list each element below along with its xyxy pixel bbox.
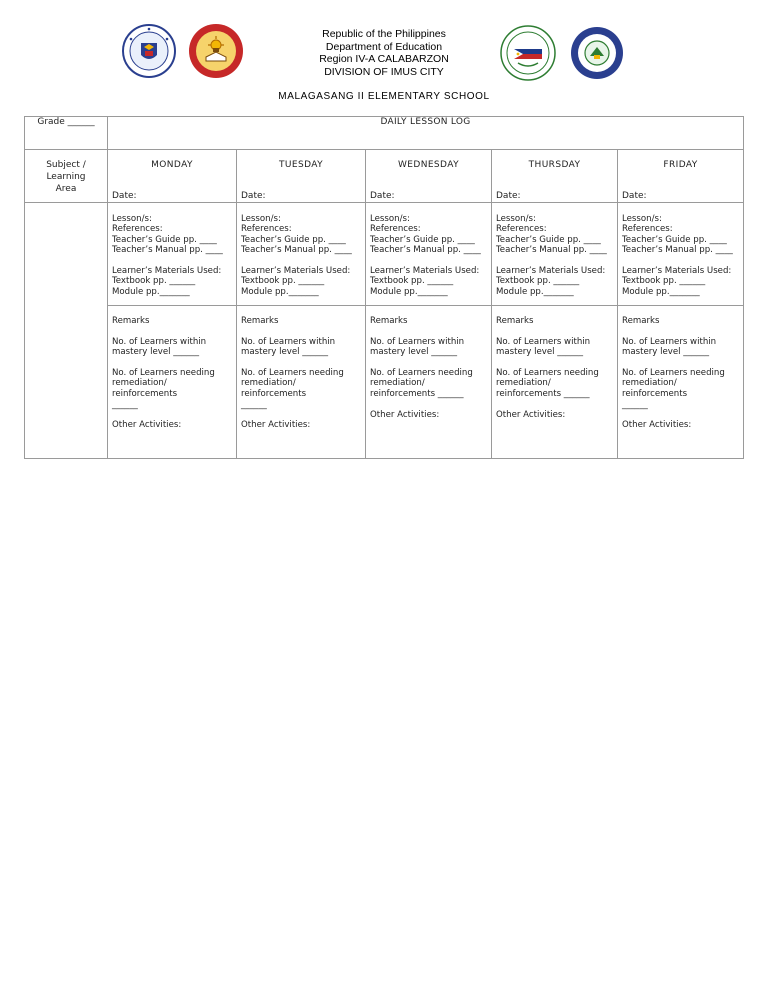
needing-line: reinforcements ______ xyxy=(496,388,590,399)
other-activities-label: Other Activities: xyxy=(241,420,311,431)
remarks-label: Remarks xyxy=(496,316,534,326)
lessons-label: Lesson/s: xyxy=(496,214,536,224)
teachers-manual-field: Teacher’s Manual pp. ____ xyxy=(370,245,481,256)
remarks-label: Remarks xyxy=(112,316,150,326)
lessons-label: Lesson/s: xyxy=(241,214,281,224)
mastery-line: No. of Learners within xyxy=(112,336,207,347)
lessons-label: Lesson/s: xyxy=(622,214,662,224)
teachers-guide-field: Teacher’s Guide pp. ____ xyxy=(112,234,217,245)
remarks-cell-friday[interactable] xyxy=(618,306,744,459)
table-row xyxy=(25,306,744,459)
references-label: References: xyxy=(622,224,673,235)
needing-line: remediation/ reinforcements xyxy=(622,378,688,399)
teachers-guide-field: Teacher’s Guide pp. ____ xyxy=(241,234,346,245)
mastery-line: mastery level ______ xyxy=(622,347,710,358)
needing-line: ______ xyxy=(241,399,267,410)
teachers-manual-field: Teacher’s Manual pp. ____ xyxy=(496,245,607,256)
references-label: References: xyxy=(241,224,292,235)
learners-materials-label: Learner’s Materials Used: xyxy=(241,266,351,277)
remarks-label: Remarks xyxy=(241,316,279,326)
textbook-field: Textbook pp. ______ xyxy=(496,276,580,287)
needing-line: No. of Learners needing xyxy=(370,367,473,378)
needing-line: remediation/ reinforcements xyxy=(112,378,178,399)
references-label: References: xyxy=(496,224,547,235)
lesson-cell-monday[interactable] xyxy=(108,203,237,306)
header-region: Region IV-A CALABARZON xyxy=(319,53,449,65)
mastery-line: No. of Learners within xyxy=(370,336,465,347)
needing-line: remediation/ reinforcements xyxy=(241,378,307,399)
mastery-line: mastery level ______ xyxy=(370,347,458,358)
mastery-line: No. of Learners within xyxy=(496,336,591,347)
day-header-friday xyxy=(618,150,744,203)
lesson-cell-thursday[interactable] xyxy=(492,203,618,306)
lessons-label: Lesson/s: xyxy=(370,214,410,224)
subject-learning-area-label: Subject / Learning Area xyxy=(25,150,108,203)
module-field: Module pp._______ xyxy=(370,286,448,297)
day-name: WEDNESDAY xyxy=(398,160,459,170)
day-header-monday xyxy=(108,150,237,203)
day-header-wednesday xyxy=(366,150,492,203)
teachers-guide-field: Teacher’s Guide pp. ____ xyxy=(622,234,727,245)
school-name: MALAGASANG II ELEMENTARY SCHOOL xyxy=(278,91,490,102)
lessons-label: Lesson/s: xyxy=(112,214,152,224)
needing-line: No. of Learners needing xyxy=(496,367,599,378)
mastery-line: mastery level ______ xyxy=(496,347,584,358)
table-row xyxy=(25,203,744,306)
day-header-tuesday xyxy=(237,150,366,203)
daily-lesson-log-table xyxy=(24,116,744,459)
table-row xyxy=(25,150,744,203)
textbook-field: Textbook pp. ______ xyxy=(622,276,706,287)
other-activities-label: Other Activities: xyxy=(112,420,182,431)
mastery-line: mastery level ______ xyxy=(112,347,200,358)
needing-line: reinforcements ______ xyxy=(370,388,464,399)
needing-line: remediation/ xyxy=(370,378,425,389)
textbook-field: Textbook pp. ______ xyxy=(370,276,454,287)
teachers-manual-field: Teacher’s Manual pp. ____ xyxy=(241,245,352,256)
date-field[interactable]: Date: xyxy=(241,191,266,201)
needing-line: ______ xyxy=(622,399,648,410)
module-field: Module pp._______ xyxy=(496,286,574,297)
module-field: Module pp._______ xyxy=(622,286,700,297)
table-title: DAILY LESSON LOG xyxy=(108,117,744,150)
mastery-line: mastery level ______ xyxy=(241,347,329,358)
header-republic: Republic of the Philippines xyxy=(322,28,446,40)
learners-materials-label: Learner’s Materials Used: xyxy=(370,266,480,277)
lesson-cell-tuesday[interactable] xyxy=(237,203,366,306)
references-label: References: xyxy=(370,224,421,235)
other-activities-label: Other Activities: xyxy=(496,409,566,420)
remarks-cell-thursday[interactable] xyxy=(492,306,618,459)
grade-field[interactable]: Grade ______ xyxy=(25,117,108,150)
needing-line: No. of Learners needing xyxy=(112,367,215,378)
mastery-line: No. of Learners within xyxy=(622,336,717,347)
teachers-manual-field: Teacher’s Manual pp. ____ xyxy=(112,245,223,256)
other-activities-label: Other Activities: xyxy=(370,409,440,420)
needing-line: No. of Learners needing xyxy=(241,367,344,378)
learners-materials-label: Learner’s Materials Used: xyxy=(112,266,222,277)
needing-line: ______ xyxy=(112,399,138,410)
module-field: Module pp._______ xyxy=(241,286,319,297)
day-name: FRIDAY xyxy=(663,160,698,170)
learners-materials-label: Learner’s Materials Used: xyxy=(622,266,732,277)
day-name: THURSDAY xyxy=(528,160,581,170)
subject-entry-cell[interactable] xyxy=(25,203,108,459)
needing-line: remediation/ xyxy=(496,378,551,389)
remarks-cell-wednesday[interactable] xyxy=(366,306,492,459)
remarks-label: Remarks xyxy=(622,316,660,326)
lesson-cell-wednesday[interactable] xyxy=(366,203,492,306)
lesson-cell-friday[interactable] xyxy=(618,203,744,306)
teachers-manual-field: Teacher’s Manual pp. ____ xyxy=(622,245,733,256)
needing-line: No. of Learners needing xyxy=(622,367,725,378)
learners-materials-label: Learner’s Materials Used: xyxy=(496,266,606,277)
remarks-cell-tuesday[interactable] xyxy=(237,306,366,459)
table-row xyxy=(25,117,744,150)
header-division: DIVISION OF IMUS CITY xyxy=(324,65,444,78)
references-label: References: xyxy=(112,224,163,235)
document-header xyxy=(0,28,768,78)
remarks-label: Remarks xyxy=(370,316,408,326)
mastery-line: No. of Learners within xyxy=(241,336,336,347)
remarks-cell-monday[interactable] xyxy=(108,306,237,459)
textbook-field: Textbook pp. ______ xyxy=(112,276,196,287)
day-header-thursday xyxy=(492,150,618,203)
date-field[interactable]: Date: xyxy=(496,191,521,201)
module-field: Module pp._______ xyxy=(112,286,190,297)
date-field[interactable]: Date: xyxy=(370,191,395,201)
header-department: Department of Education xyxy=(325,40,443,53)
day-name: MONDAY xyxy=(151,160,193,170)
teachers-guide-field: Teacher’s Guide pp. ____ xyxy=(496,234,601,245)
other-activities-label: Other Activities: xyxy=(622,420,692,431)
textbook-field: Textbook pp. ______ xyxy=(241,276,325,287)
day-name: TUESDAY xyxy=(278,160,323,170)
date-field[interactable]: Date: xyxy=(112,191,137,201)
date-field[interactable]: Date: xyxy=(622,191,647,201)
teachers-guide-field: Teacher’s Guide pp. ____ xyxy=(370,234,475,245)
